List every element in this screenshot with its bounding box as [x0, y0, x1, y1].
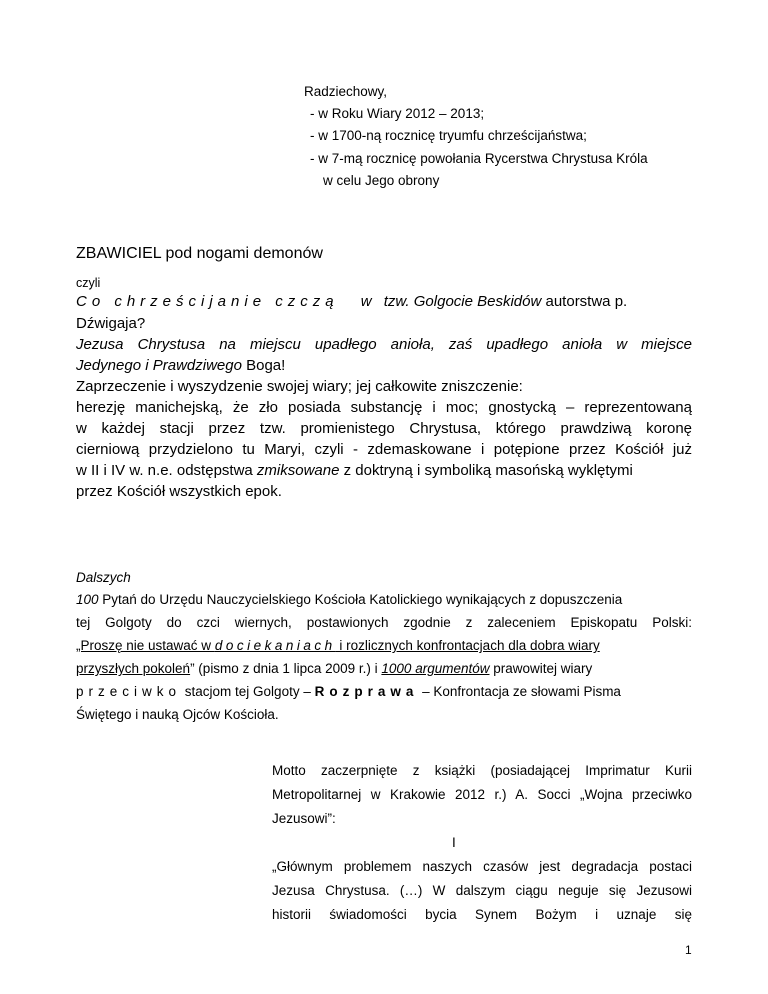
czyli-label: czyli [76, 276, 101, 290]
section2-prosze: „Proszę nie ustawać w [76, 638, 215, 653]
motto-quote-1: „Głównym problemem naszych czasów jest degradacja postaci [272, 859, 692, 874]
section2-100: 100 [76, 592, 99, 607]
section1-line-3: Jezusa Chrystusa na miejscu upadłego anioła, zaś upadłego anioła w miejsce [76, 336, 692, 353]
section2-line-2: tej Golgoty do czci wiernych, postawionych zgodnie z zaleceniem Episkopatu Polski: [76, 615, 692, 630]
section1-line-6: herezję manichejską, że zło posiada substancję i moc; gnostycką – reprezentowaną [76, 399, 692, 416]
section1-line-4 [76, 355, 285, 376]
section2-stacjom: stacjom tej Golgoty – [181, 684, 315, 699]
section2-rozprawa: Rozprawa [314, 684, 419, 699]
section2-przeciwko: przeciwko [76, 684, 182, 699]
motto-roman-numeral: I [452, 835, 456, 850]
section1-w: w [360, 293, 372, 310]
section2-konfrontacjach: i rozlicznych konfrontacjach dla dobra wiary [335, 638, 600, 653]
header-line-2: - w 1700-ną rocznicę tryumfu chrześcijaństwa; [310, 128, 587, 143]
header-place: Radziechowy, [304, 84, 388, 99]
section2-line-5 [76, 681, 692, 702]
section1-line-1 [76, 291, 692, 312]
header-line-1: - w Roku Wiary 2012 – 2013; [310, 106, 485, 121]
section1-line-7: w każdej stacji przez tzw. promienistego Chrystusa, którego prawdziwą koronę [76, 420, 692, 437]
section2-prawowitej: prawowitej wiary [489, 661, 593, 676]
section1-spaced-phrase: Co chrześcijanie czczą [76, 293, 339, 310]
section1-line-2: Dźwigaja? [76, 315, 146, 332]
section2-pismo: ” (pismo z dnia 1 lipca 2009 r.) i [190, 661, 382, 676]
section1-masonska: z doktryną i symboliką masońską wyklętymi [339, 462, 633, 479]
header-line-4: w celu Jego obrony [323, 173, 440, 188]
section1-zmiksowane: zmiksowane [256, 462, 340, 479]
section1-line-10: przez Kościół wszystkich epok. [76, 483, 282, 500]
page-number: 1 [685, 943, 692, 957]
section2-argumentow: 1000 argumentów [381, 661, 490, 676]
section1-golgota: tzw. Golgocie Beskidów [383, 293, 542, 310]
section2-line-1 [76, 589, 692, 610]
section2-dalszych: Dalszych [76, 570, 131, 585]
section1-autorstwa: autorstwa p. [541, 293, 628, 310]
section1-line-9 [76, 460, 692, 481]
section1-jedynego: Jedynego i Prawdziwego [76, 357, 242, 374]
section1-line-8: cierniową przydzielono tu Maryi, czyli - zdemaskowane i potępione przez Kościół już [76, 441, 692, 458]
section2-dociekaniach: dociekaniach [214, 638, 336, 653]
motto-quote-3: historii świadomości bycia Synem Bożym i uznaje się [272, 907, 692, 922]
section2-pokolen: przyszłych pokoleń [76, 661, 191, 676]
section1-odstepstwa: w II i IV w. n.e. odstępstwa [76, 462, 257, 479]
section2-konfrontacja: – Konfrontacja ze słowami Pisma [418, 684, 621, 699]
section2-line-6: Świętego i nauką Ojców Kościoła. [76, 707, 279, 722]
section2-pytan: Pytań do Urzędu Nauczycielskiego Kościoła Katolickiego wynikających z dopuszczenia [98, 592, 623, 607]
motto-line-1: Motto zaczerpnięte z książki (posiadającej Imprimatur Kurii [272, 763, 692, 778]
section2-line-4 [76, 658, 692, 679]
motto-quote-2: Jezusa Chrystusa. (…) W dalszym ciągu neguje się Jezusowi [272, 883, 692, 898]
motto-line-3: Jezusowi”: [272, 811, 336, 826]
header-line-3: - w 7-mą rocznicę powołania Rycerstwa Chrystusa Króla [310, 151, 648, 166]
section1-line-5: Zaprzeczenie i wyszydzenie swojej wiary; jej całkowite zniszczenie: [76, 378, 523, 395]
motto-line-2: Metropolitarnej w Krakowie 2012 r.) A. Socci „Wojna przeciwko [272, 787, 692, 802]
section2-line-3 [76, 635, 692, 656]
section1-boga: Boga! [241, 357, 286, 374]
document-title: ZBAWICIEL pod nogami demonów [76, 245, 323, 262]
